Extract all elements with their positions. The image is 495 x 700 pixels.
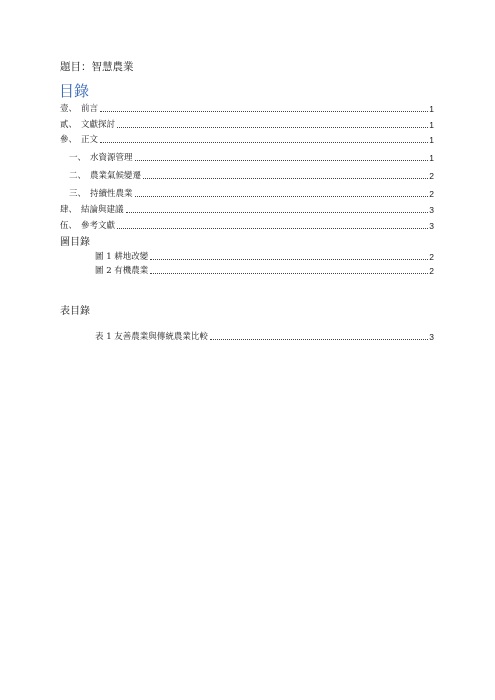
toc-subentry[interactable] <box>60 149 434 164</box>
toc-subentry[interactable] <box>60 185 434 200</box>
toc-heading: 目錄 <box>59 82 90 100</box>
dot-leader <box>135 159 429 161</box>
table-entry-label: 表 1 友善農業與傳統農業比較 <box>95 332 208 342</box>
toc-entry-number: 參、 <box>60 135 78 146</box>
toc-entry-label: 水資源管理 <box>90 153 133 164</box>
figure-entry-label: 圖 2 有機農業 <box>95 266 149 276</box>
dot-leader <box>143 177 428 179</box>
toc-entry-number: 伍、 <box>60 220 78 231</box>
figure-entry-page: 2 <box>429 252 434 262</box>
document-title: 題目：智慧農業 <box>60 61 134 73</box>
table-entry[interactable] <box>95 330 434 343</box>
toc-entry-page: 1 <box>429 153 434 164</box>
toc-entry[interactable] <box>60 219 434 232</box>
dot-leader <box>117 227 428 229</box>
toc-entry-page: 1 <box>429 104 434 114</box>
toc-entry[interactable] <box>60 203 434 216</box>
toc-entry-number: 貳、 <box>60 119 78 130</box>
toc-entry[interactable] <box>60 102 434 115</box>
toc-list <box>60 102 434 234</box>
toc-entry[interactable] <box>60 133 434 146</box>
figure-entry[interactable] <box>95 250 434 263</box>
toc-entry-page: 1 <box>429 135 434 146</box>
dot-leader <box>117 126 428 128</box>
dot-leader <box>100 141 428 143</box>
dot-leader <box>126 211 429 213</box>
toc-subentry[interactable] <box>60 167 434 182</box>
dot-leader <box>100 110 428 112</box>
figures-heading: 圖目錄 <box>60 237 90 248</box>
toc-entry-label: 文獻探討 <box>81 119 116 130</box>
toc-entry-label: 參考文獻 <box>81 220 116 231</box>
toc-entry-page: 1 <box>429 119 434 130</box>
toc-entry-label: 正文 <box>81 135 99 146</box>
toc-entry-number: 壹、 <box>60 104 78 114</box>
toc-entry-label: 結論與建議 <box>81 205 124 216</box>
toc-entry-label: 持續性農業 <box>90 189 133 200</box>
toc-entry-page: 3 <box>429 220 434 231</box>
toc-entry-label: 農業氣候變遷 <box>90 171 142 182</box>
figure-entry[interactable] <box>95 264 434 277</box>
figure-entry-page: 2 <box>429 266 434 276</box>
figures-list <box>95 250 434 278</box>
toc-entry-page: 2 <box>429 171 434 182</box>
toc-entry-number: 一、 <box>69 153 87 164</box>
figure-entry-label: 圖 1 耕地改變 <box>95 252 149 262</box>
toc-entry-number: 二、 <box>69 171 87 182</box>
tables-heading: 表目錄 <box>60 306 90 317</box>
toc-entry-page: 2 <box>429 189 434 200</box>
toc-entry-number: 三、 <box>69 189 87 200</box>
table-entry-page: 3 <box>429 332 434 342</box>
toc-entry[interactable] <box>60 118 434 131</box>
dot-leader <box>135 195 429 197</box>
dot-leader <box>150 258 428 260</box>
dot-leader <box>150 272 428 274</box>
toc-entry-label: 前言 <box>81 104 99 114</box>
toc-entry-page: 3 <box>429 205 434 216</box>
dot-leader <box>210 338 428 340</box>
toc-entry-number: 肆、 <box>60 205 78 216</box>
tables-list <box>95 330 434 344</box>
